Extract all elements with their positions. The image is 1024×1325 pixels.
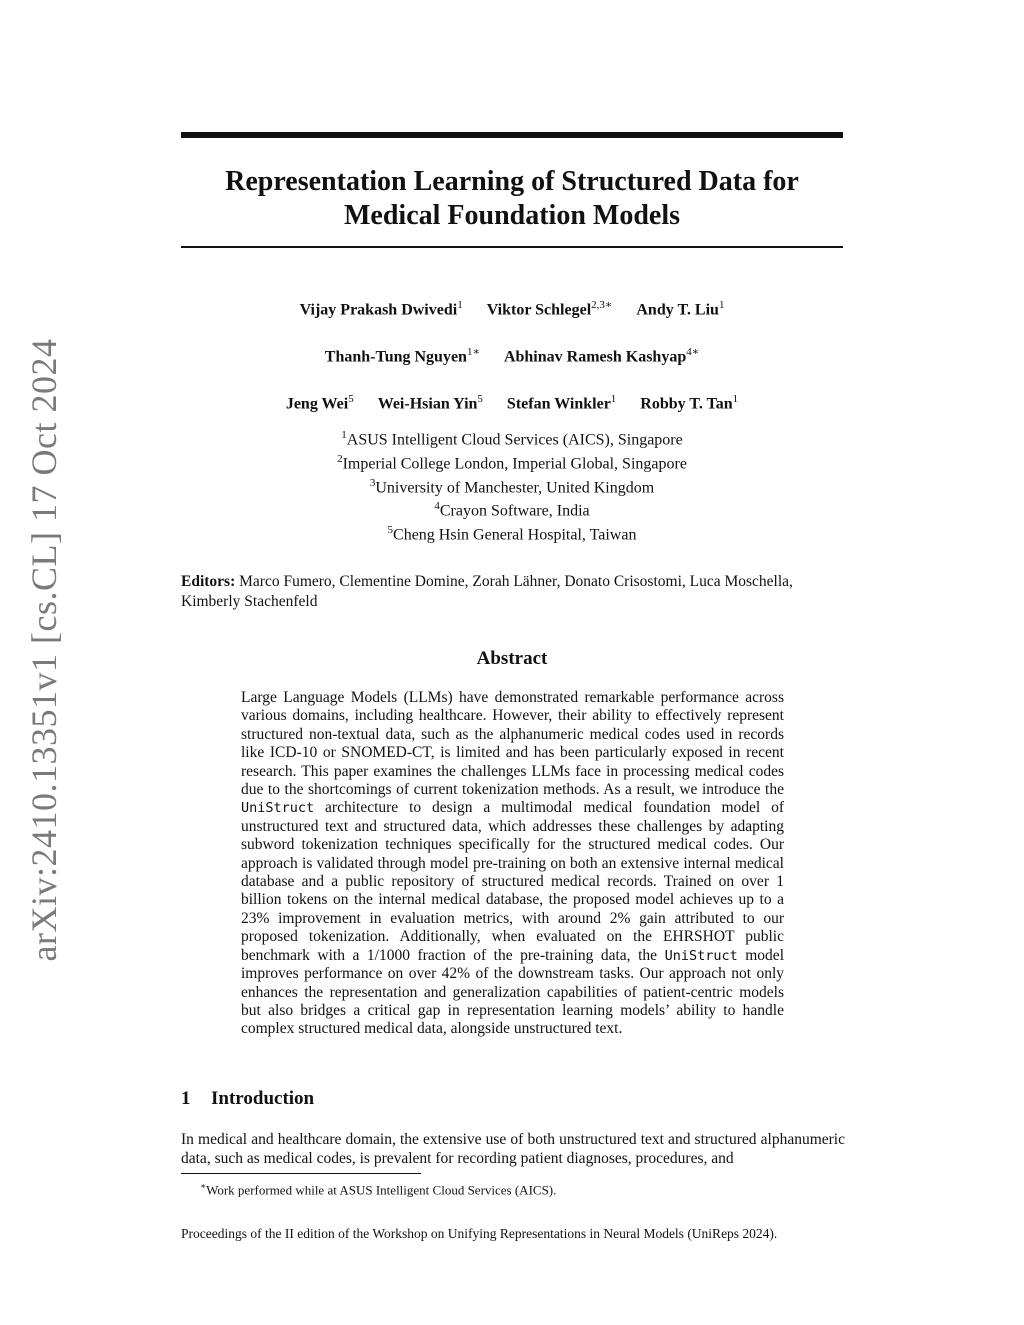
footnote-text: Work performed while at ASUS Intelligent Cloud Services (AICS).	[206, 1182, 557, 1198]
section-number: 1	[181, 1088, 191, 1109]
author	[487, 295, 613, 320]
author	[504, 342, 699, 367]
abstract-body	[241, 689, 784, 1039]
author-affil-mark: 5	[477, 393, 483, 405]
proceedings-note: Proceedings of the II edition of the Workshop on Unifying Representations in Neural Models (UniReps 2024).	[181, 1226, 778, 1241]
author-name: Andy T. Liu	[636, 301, 719, 319]
affiliation-text: Crayon Software, India	[439, 502, 590, 520]
affiliation	[181, 497, 843, 521]
affiliation-list	[181, 426, 843, 545]
affiliation-text: Imperial College London, Imperial Global, Singapore	[342, 455, 687, 473]
introduction-paragraph: In medical and healthcare domain, the extensive use of both unstructured text and structured alphanumeric data, such as medical codes, is prevalent for recording patient diagnoses, procedures, and	[181, 1131, 845, 1167]
author-affil-mark: 1∗	[466, 346, 480, 358]
author	[300, 295, 463, 320]
author-affil-mark: 4∗	[686, 346, 700, 358]
footnote-mark: ∗	[200, 1181, 207, 1191]
affiliation-mark: 2	[337, 452, 343, 465]
section-heading-introduction	[181, 1088, 843, 1110]
author-name: Wei-Hsian Yin	[377, 395, 478, 413]
affiliation-text: ASUS Intelligent Cloud Services (AICS), Singapore	[346, 431, 683, 449]
affiliation	[181, 426, 843, 450]
author-row-3	[181, 389, 843, 414]
footnote-rule	[181, 1173, 421, 1174]
author-name: Thanh-Tung Nguyen	[324, 348, 467, 366]
affiliation-mark: 3	[369, 476, 376, 489]
author-row-1	[181, 295, 843, 320]
author-affil-mark: 1	[457, 299, 463, 311]
author-name: Vijay Prakash Dwivedi	[299, 301, 458, 319]
author	[640, 389, 738, 414]
author-name: Viktor Schlegel	[486, 301, 592, 319]
arxiv-identifier-stamp: arXiv:2410.13351v1 [cs.CL] 17 Oct 2024	[24, 338, 64, 962]
author	[325, 342, 480, 367]
author-name: Abhinav Ramesh Kashyap	[503, 348, 687, 366]
abstract-text: Large Language Models (LLMs) have demonstrated remarkable performance across various domains, including healthcare. However, their ability to effectively represent structured non-textual data, such as the alphanumeric medical codes used in records like ICD-10 or SNOMED-CT, is limited and has been particularly exposed in recent research. This paper examines the challenges LLMs face in processing medical codes due to the shortcomings of current tokenization methods. As a result, we introduce the	[241, 689, 784, 799]
affiliation-text: University of Manchester, United Kingdom	[375, 478, 655, 496]
abstract-code-term: UniStruct	[241, 800, 315, 817]
title-line-2: Medical Foundation Models	[343, 200, 680, 231]
author	[507, 389, 616, 414]
title-line-1: Representation Learning of Structured Data for	[225, 166, 799, 197]
affiliation	[181, 450, 843, 474]
author-name: Jeng Wei	[285, 395, 349, 413]
affiliation-mark: 1	[341, 429, 347, 441]
abstract-heading: Abstract	[476, 648, 548, 669]
affiliation-mark: 4	[434, 500, 440, 513]
affiliation	[181, 521, 843, 545]
paper-title	[181, 165, 843, 233]
author-name: Robby T. Tan	[640, 395, 733, 413]
author-name: Stefan Winkler	[506, 395, 611, 413]
author-affil-mark: 1	[610, 393, 617, 405]
author	[378, 389, 483, 414]
affiliation-mark: 5	[387, 524, 394, 537]
author	[636, 295, 724, 320]
affiliation	[181, 474, 843, 498]
editors-label: Editors:	[181, 573, 236, 590]
author-affil-mark: 1	[732, 393, 739, 405]
author-affil-mark: 1	[718, 299, 725, 311]
author-affil-mark: 2,3∗	[591, 299, 613, 311]
section-title: Introduction	[211, 1088, 315, 1109]
affiliation-text: Cheng Hsin General Hospital, Taiwan	[393, 526, 637, 544]
abstract-code-term: UniStruct	[664, 947, 738, 964]
title-top-rule	[181, 132, 843, 138]
author-affil-mark: 5	[348, 393, 354, 405]
editors-line	[181, 572, 845, 612]
editors-names: Marco Fumero, Clementine Domine, Zorah Lähner, Donato Crisostomi, Luca Moschella, Kimberly Stachenfeld	[181, 573, 793, 610]
author	[286, 389, 354, 414]
abstract-text: model improves performance on over 42% of the downstream tasks. Our approach not only enhances the representation and generalization capabilities of patient-centric models but also bridges a critical gap in representation learning models’ ability to handle complex structured medical data, alongside unstructured text.	[241, 946, 784, 1038]
footnote	[200, 1178, 840, 1198]
abstract-text: architecture to design a multimodal medical foundation model of unstructured text and structured data, which addresses these challenges by adapting subword tokenization techniques specifically for the structured medical codes. Our approach is validated through model pre-training on both an extensive internal medical database and a public repository of structured medical records. Trained on over 1 billion tokens on the internal medical database, the proposed model achieves up to a 23% improvement in evaluation metrics, with around 2% gain attributed to our proposed tokenization. Additionally, when evaluated on the EHRSHOT public benchmark with a 1/1000 fraction of the pre-training data, the	[241, 799, 784, 964]
author-row-2	[181, 342, 843, 367]
title-bottom-rule	[181, 246, 843, 248]
